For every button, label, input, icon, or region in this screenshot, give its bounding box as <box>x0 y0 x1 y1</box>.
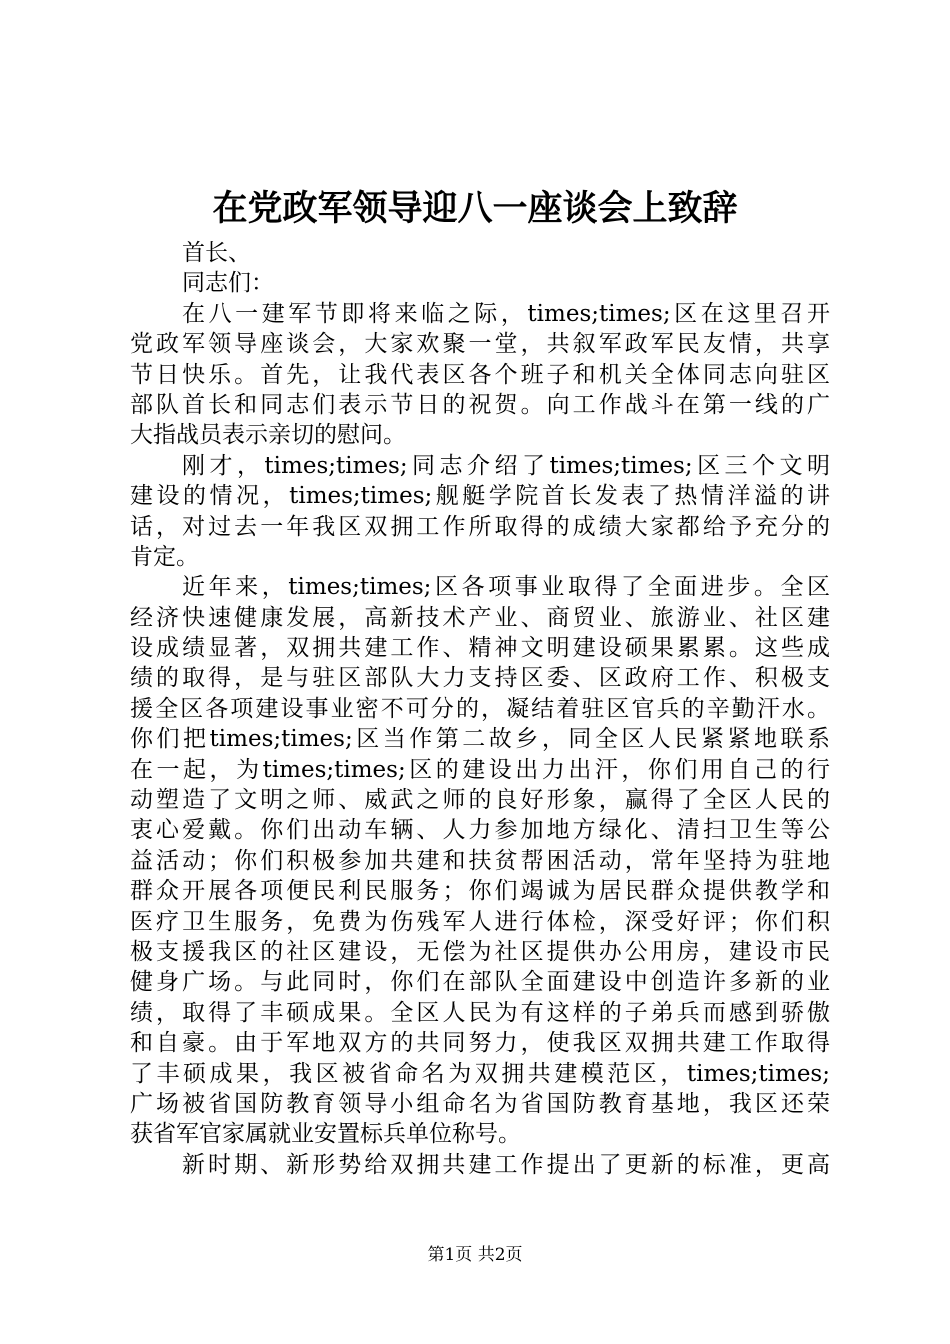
salutation-line: 同志们： <box>182 270 274 297</box>
paragraph-line: 话，对过去一年我区双拥工作所取得的成绩大家都给予充分的 <box>130 513 830 540</box>
paragraph-line: 你们把times;times;区当作第二故乡，同全区人民紧紧地联系 <box>130 726 830 753</box>
paragraph-line: 设成绩显著，双拥共建工作、精神文明建设硕果累累。这些成 <box>130 635 830 662</box>
paragraph-line: 健身广场。与此同时，你们在部队全面建设中创造许多新的业 <box>130 969 830 996</box>
paragraph-line: 援全区各项建设事业密不可分的，凝结着驻区官兵的辛勤汗水。 <box>130 695 830 722</box>
paragraph-line: 党政军领导座谈会，大家欢聚一堂，共叙军政军民友情，共享 <box>130 331 830 358</box>
salutation-line: 首长、 <box>182 240 251 266</box>
paragraph-line: 了丰硕成果，我区被省命名为双拥共建模范区，times;times; <box>130 1060 830 1087</box>
paragraph-line: 衷心爱戴。你们出动车辆、人力参加地方绿化、清扫卫生等公 <box>130 817 830 844</box>
paragraph-line: 节日快乐。首先，让我代表区各个班子和机关全体同志向驻区 <box>130 361 830 388</box>
paragraph-line: 近年来，times;times;区各项事业取得了全面进步。全区 <box>182 574 830 601</box>
paragraph-line: 建设的情况，times;times;舰艇学院首长发表了热情洋溢的讲 <box>130 483 830 510</box>
paragraph-line: 广场被省国防教育领导小组命名为省国防教育基地，我区还荣 <box>130 1090 830 1117</box>
paragraph-line: 极支援我区的社区建设，无偿为社区提供办公用房，建设市民 <box>130 938 830 965</box>
paragraph-line: 医疗卫生服务，免费为伤残军人进行体检，深受好评；你们积 <box>130 908 830 935</box>
paragraph-line: 在八一建军节即将来临之际，times;times;区在这里召开 <box>182 300 830 327</box>
page-number-footer: 第1页 共2页 <box>427 1245 523 1265</box>
paragraph-line: 益活动；你们积极参加共建和扶贫帮困活动，常年坚持为驻地 <box>130 847 830 874</box>
paragraph-line: 经济快速健康发展，高新技术产业、商贸业、旅游业、社区建 <box>130 604 830 631</box>
paragraph-line: 新时期、新形势给双拥共建工作提出了更新的标准，更高 <box>182 1151 830 1178</box>
paragraph-line: 动塑造了文明之师、威武之师的良好形象，赢得了全区人民的 <box>130 787 830 814</box>
paragraph-line: 获省军官家属就业安置标兵单位称号。 <box>130 1121 521 1148</box>
paragraph-line: 刚才，times;times;同志介绍了times;times;区三个文明 <box>182 452 830 479</box>
paragraph-line: 部队首长和同志们表示节日的祝贺。向工作战斗在第一线的广 <box>130 391 830 418</box>
document-title: 在党政军领导迎八一座谈会上致辞 <box>212 188 738 229</box>
paragraph-line: 和自豪。由于军地双方的共同努力，使我区双拥共建工作取得 <box>130 1030 830 1057</box>
paragraph-line: 在一起，为times;times;区的建设出力出汗，你们用自己的行 <box>130 756 830 783</box>
paragraph-line: 大指战员表示亲切的慰问。 <box>130 422 406 449</box>
paragraph-line: 绩的取得，是与驻区部队大力支持区委、区政府工作、积极支 <box>130 665 830 692</box>
paragraph-line: 肯定。 <box>130 543 199 570</box>
document-body <box>130 238 830 1180</box>
paragraph-line: 绩，取得了丰硕成果。全区人民为有这样的子弟兵而感到骄傲 <box>130 999 830 1026</box>
paragraph-line: 群众开展各项便民利民服务；你们竭诚为居民群众提供教学和 <box>130 878 830 905</box>
